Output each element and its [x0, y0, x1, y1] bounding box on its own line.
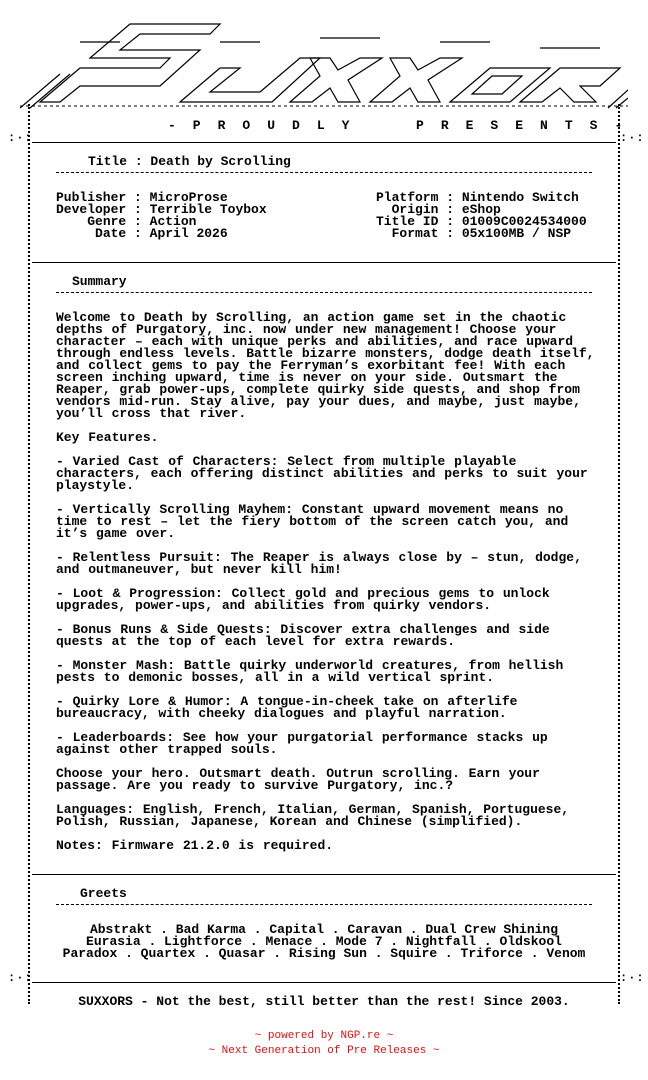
feature-item: - Varied Cast of Characters: Select from multiple playable characters, each offering distinct abilities and perks to suit your playstyle. — [56, 454, 588, 493]
title-row: Title : Death by Scrolling — [88, 154, 291, 169]
frame-corner-dots: :·: — [8, 971, 33, 985]
frame-corner-dots: :·: — [620, 131, 645, 145]
feature-item: - Leaderboards: See how your purgatorial performance stacks up against other trapped souls. — [56, 730, 548, 757]
info-value: MicroProse — [149, 190, 228, 205]
group-tagline: SUXXORS - Not the best, still better than the rest! Since 2003. — [78, 994, 570, 1009]
info-label: Platform — [376, 190, 439, 205]
info-value: eShop — [461, 202, 501, 217]
frame-left-border — [28, 104, 32, 1004]
info-row-genre: Genre : Action — [87, 214, 197, 229]
feature-item: - Vertically Scrolling Mayhem: Constant upward movement means no time to rest – let the fiery bottom of the screen catch you, and it’s game over. — [56, 502, 569, 541]
feature-item: - Quirky Lore & Humor: A tongue-in-cheek take on afterlife bureaucracy, with cheeky dialogues and playful narration. — [56, 694, 518, 721]
greets-line: Paradox . Quartex . Quasar . Rising Sun . Squire . Triforce . Venom — [62, 946, 586, 961]
languages-text: Languages: English, French, Italian, German, Spanish, Portuguese, Polish, Russian, Japanese, Korean and Chinese (simplified). — [56, 802, 570, 829]
frame-corner-dots: :·: — [8, 131, 33, 145]
info-value: April 2026 — [149, 226, 228, 241]
footer-powered-by: ~ powered by NGP.re ~ — [254, 1030, 394, 1042]
presents-header: - P R O U D L Y P R E S E N T S - — [168, 118, 627, 133]
info-row-origin: Origin : eShop — [391, 202, 501, 217]
dashed-rule — [56, 172, 592, 173]
info-label: Date — [95, 226, 127, 241]
dashed-rule — [56, 904, 592, 905]
info-row-platform: Platform : Nintendo Switch — [376, 190, 579, 205]
info-label: Publisher — [56, 190, 127, 205]
dashed-rule — [56, 292, 592, 293]
info-row-title-id: Title ID : 01009C0024534000 — [376, 214, 587, 229]
feature-item: - Bonus Runs & Side Quests: Discover extra challenges and side quests at the top of each level for extra rewards. — [56, 622, 550, 649]
footer-subtitle: ~ Next Generation of Pre Releases ~ — [208, 1045, 440, 1057]
features-heading: Key Features. — [56, 430, 159, 445]
info-row-publisher: Publisher : MicroProse — [56, 190, 228, 205]
suxxors-logo — [20, 18, 628, 110]
title-value: Death by Scrolling — [150, 154, 291, 169]
frame-corner-dots: :·: — [620, 971, 645, 985]
title-label: Title — [88, 154, 128, 169]
info-label: Genre — [87, 214, 127, 229]
divider — [32, 874, 616, 875]
closing-text: Choose your hero. Outsmart death. Outrun scrolling. Earn your passage. Are you ready to survive Purgatory, inc.? — [56, 766, 540, 793]
frame-right-border — [618, 104, 622, 1004]
info-value: 05x100MB / NSP — [461, 226, 572, 241]
info-left — [56, 192, 267, 240]
info-value: Action — [149, 214, 197, 229]
info-value: 01009C0024534000 — [461, 214, 587, 229]
info-label: Format — [391, 226, 439, 241]
summary-intro: Welcome to Death by Scrolling, an action game set in the chaotic depths of Purgatory, inc. now under new management! Choose your character – each with unique perks and abilities, and race upward through endless levels. Battle bizarre monsters, dodge death itself, and collect gems to pay the Ferryman’s exorbitant fee! With each screen inching upward, time is never on your side. Outsmart the Reaper, grab power-ups, complete quirky side quests, and shop from vendors mid-run. Stay alive, pay your dues, and maybe, just maybe, you’ll cross that river. — [56, 310, 595, 421]
greets-heading: Greets — [80, 886, 127, 901]
notes-text: Notes: Firmware 21.2.0 is required. — [56, 838, 334, 853]
info-right — [376, 192, 587, 240]
feature-item: - Loot & Progression: Collect gold and precious gems to unlock upgrades, power-ups, and abilities from quirky vendors. — [56, 586, 550, 613]
info-value: Nintendo Switch — [461, 190, 579, 205]
divider — [32, 142, 616, 143]
info-label: Origin — [391, 202, 439, 217]
info-row-developer: Developer : Terrible Toybox — [56, 202, 267, 217]
divider — [32, 982, 616, 983]
divider — [32, 262, 616, 263]
info-label: Title ID — [376, 214, 439, 229]
info-row-format: Format : 05x100MB / NSP — [391, 226, 572, 241]
info-value: Terrible Toybox — [149, 202, 267, 217]
feature-item: - Monster Mash: Battle quirky underworld creatures, from hellish pests to demonic bosses, all in a wild vertical sprint. — [56, 658, 564, 685]
info-row-date: Date : April 2026 — [95, 226, 228, 241]
summary-heading: Summary — [72, 274, 127, 289]
info-label: Developer — [56, 202, 127, 217]
feature-item: - Relentless Pursuit: The Reaper is always close by – stun, dodge, and outmaneuver, but never kill him! — [56, 550, 582, 577]
greets-line: Eurasia . Lightforce . Menace . Mode 7 . Nightfall . Oldskool — [86, 934, 562, 949]
greets-line: Abstrakt . Bad Karma . Capital . Caravan . Dual Crew Shining — [89, 922, 559, 937]
